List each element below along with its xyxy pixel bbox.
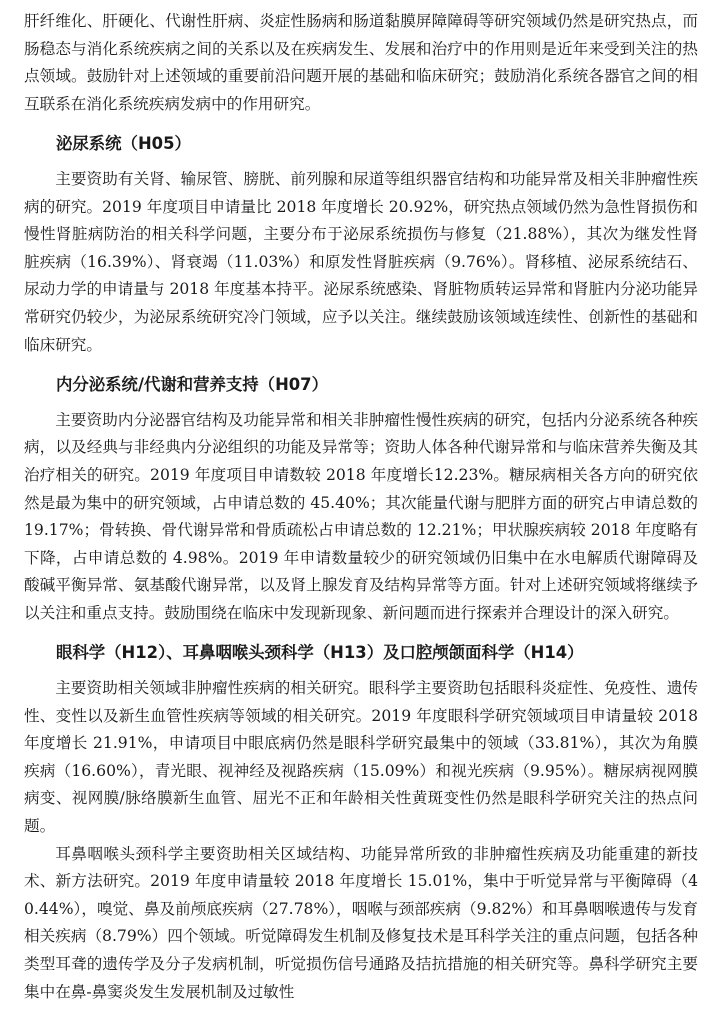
paragraph-digestive-continued: 肝纤维化、肝硬化、代谢性肝病、炎症性肠病和肠道黏膜屏障障碍等研究领域仍然是研究热点，而肠稳态与消化系统疾病之间的关系以及在疾病发生、发展和治疗中的作用则是近年来受到关注的热点领域。鼓励针对上述领域的重要前沿问题开展的基础和临床研究；鼓励消化系统各器官之间的相互联系在消化系统疾病发病中的作用研究。 bbox=[24, 12, 698, 113]
section-heading-h12-h13-h14: 眼科学（H12）、耳鼻咽喉头颈科学（H13）及口腔颅颌面科学（H14） bbox=[56, 643, 584, 663]
paragraph-endocrine-metabolism: 主要资助内分泌器官结构及功能异常和相关非肿瘤性慢性疾病的研究，包括内分泌系统各种疾病，以及经典与非经典内分泌组织的功能及异常等；资助人体各种代谢异常和与临床营养失衡及其治疗相关的研究。2019 年度项目申请数较 2018 年度增长12.23%。糖尿病相关各方向的研究依然是最为集中的研究领域，占申请总数的 45.40%；其次能量代谢与肥胖方面的研究占申请总数的 19.17%；骨转换、骨代谢异常和骨质疏松占申请总数的 12.21%；甲状腺疾病较 2018 年度略有下降，占申请总数的 4.98%。2019 年申请数量较少的研究领域仍旧集中在水电解质代谢障碍及酸碱平衡异常、氨基酸代谢异常，以及肾上腺发育及结构异常等方面。针对上述研究领域将继续予以关注和重点支持。鼓励围绕在临床中发现新现象、新问题而进行探索并合理设计的深入研究。 bbox=[24, 410, 698, 622]
section-heading-h07: 内分泌系统/代谢和营养支持（H07） bbox=[56, 375, 328, 395]
paragraph-urinary-system: 主要资助有关肾、输尿管、膀胱、前列腺和尿道等组织器官结构和功能异常及相关非肿瘤性疾病的研究。2019 年度项目申请量比 2018 年度增长 20.92%，研究热点领域仍然为急性肾损伤和慢性肾脏病防治的相关科学问题，主要分布于泌尿系统损伤与修复（21.88%），其次为继发性肾脏疾病（16.39%）、肾衰竭（11.03%）和原发性肾脏疾病（9.76%）。肾移植、泌尿系统结石、尿动力学的申请量与 2018 年度基本持平。泌尿系统感染、肾脏物质转运异常和肾脏内分泌功能异常研究仍较少，为泌尿系统研究冷门领域，应予以关注。继续鼓励该领域连续性、创新性的基础和临床研究。 bbox=[24, 169, 698, 354]
paragraph-ophthalmology: 主要资助相关领域非肿瘤性疾病的相关研究。眼科学主要资助包括眼科炎症性、免疫性、遗传性、变性以及新生血管性疾病等领域的相关研究。2019 年度眼科学研究领域项目申请量较 2018 年度增长 21.91%，申请项目中眼底病仍然是眼科学研究最集中的领域（33.81%），其次为角膜疾病（16.60%），青光眼、视神经及视路疾病（15.09%）和视光疾病（9.95%）。糖尿病视网膜病变、视网膜/脉络膜新生血管、屈光不正和年龄相关性黄斑变性仍然是眼科学研究关注的热点问题。 bbox=[24, 679, 698, 836]
section-heading-h05: 泌尿系统（H05） bbox=[56, 134, 191, 154]
paragraph-otorhinolaryngology: 耳鼻咽喉头颈科学主要资助相关区域结构、功能异常所致的非肿瘤性疾病及功能重建的新技术、新方法研究。2019 年度申请量较 2018 年度增长 15.01%，集中于听觉异常与平衡障碍（40.44%），嗅觉、鼻及前颅底疾病（27.78%），咽喉与颈部疾病（9.82%）和耳鼻咽喉遗传与发育相关疾病（8.79%）四个领域。听觉障碍发生机制及修复技术是耳科学关注的重点问题，包括各种类型耳聋的遗传学及分子发病机制，听觉损伤信号通路及拮抗措施的相关研究等。鼻科学研究主要集中在鼻-鼻窦炎发生发展机制及过敏性 bbox=[24, 844, 698, 1001]
